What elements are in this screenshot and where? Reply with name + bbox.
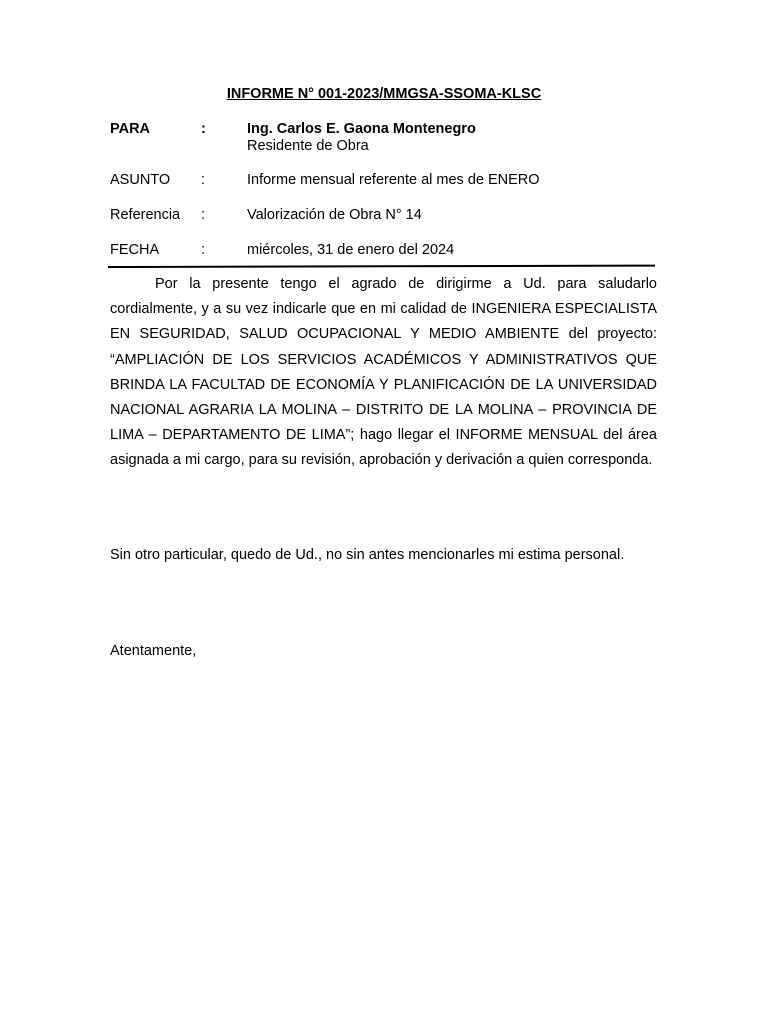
recipient-name: Ing. Carlos E. Gaona Montenegro [247,121,476,137]
referencia-label: Referencia [110,207,181,223]
body-paragraph-closing: Sin otro particular, quedo de Ud., no sin antes mencionarles mi estima personal. [110,547,625,563]
para-separator: : [201,121,206,137]
fecha-separator: : [201,242,206,258]
header-divider [108,265,655,268]
asunto-separator: : [201,172,206,188]
referencia-separator: : [201,207,206,223]
closing-salutation: Atentamente, [110,643,197,659]
body-paragraph-main: Por la presente tengo el agrado de dirigirme a Ud. para saludarlo cordialmente, y a su vez indicarle que en mi calidad de INGENIERA ESPECIALISTA EN SEGURIDAD, SALUD OCUPACIONAL Y MEDIO AMBIENTE del proyecto: “AMPLIACIÓN DE LOS SERVICIOS ACADÉMICOS Y ADMINISTRATIVOS QUE BRINDA LA FACULTAD DE ECONOMÍA Y PLANIFICACIÓN DE LA UNIVERSIDAD NACIONAL AGRARIA LA MOLINA – DISTRITO DE LA MOLINA – PROVINCIA DE LIMA – DEPARTAMENTO DE LIMA”; hago llegar el INFORME MENSUAL del área asignada a mi cargo, para su revisión, aprobación y derivación a quien corresponda. [110,276,657,469]
fecha-label: FECHA [110,242,160,258]
para-label: PARA [110,121,151,137]
report-title: INFORME N° 001-2023/MMGSA-SSOMA-KLSC [226,86,542,102]
recipient-role: Residente de Obra [247,138,369,154]
referencia-value: Valorización de Obra N° 14 [247,207,422,223]
fecha-value: miércoles, 31 de enero del 2024 [247,242,455,258]
asunto-label: ASUNTO [110,172,171,188]
asunto-value: Informe mensual referente al mes de ENERO [247,172,540,188]
